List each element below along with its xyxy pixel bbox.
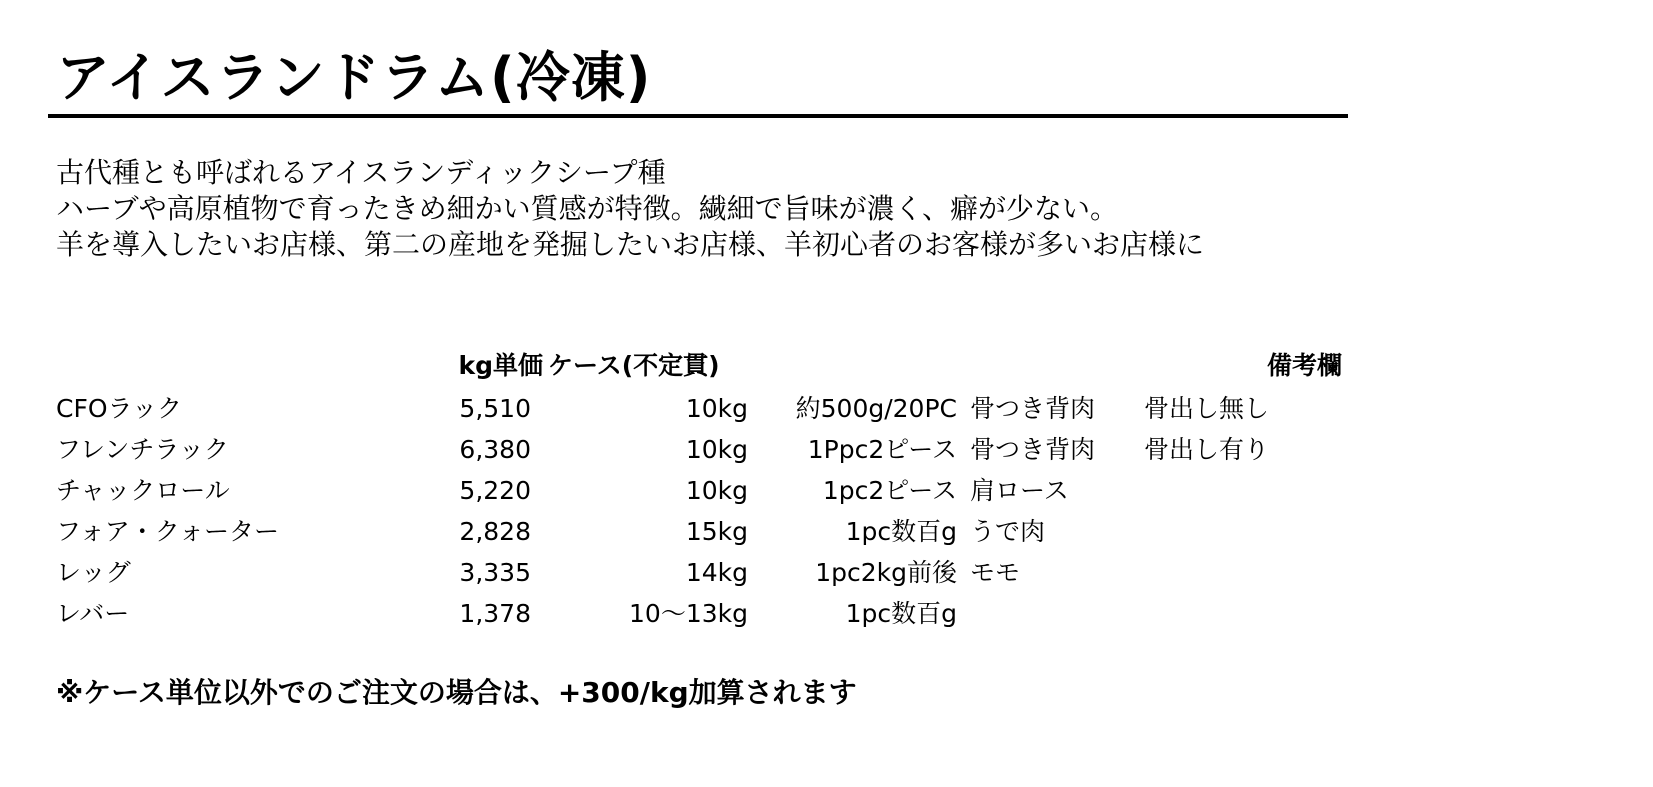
cut-part: モモ	[970, 558, 1021, 587]
piece-spec: 1pc2kg前後	[815, 558, 957, 587]
product-name: CFOラック	[56, 394, 183, 423]
intro-line: ハーブや高原植物で育ったきめ細かい質感が特徴。繊細で旨味が濃く、癖が少ない。	[56, 192, 1119, 225]
price-per-kg: 3,335	[459, 558, 531, 587]
piece-spec: 1pc数百g	[845, 517, 957, 546]
table-row	[0, 593, 1653, 634]
piece-spec: 1pc数百g	[845, 599, 957, 628]
case-weight: 10kg	[685, 435, 748, 464]
price-per-kg: 5,220	[459, 476, 531, 505]
product-name: レッグ	[56, 558, 131, 587]
product-name: フレンチラック	[56, 435, 229, 464]
intro-text	[56, 155, 1204, 263]
case-weight: 10kg	[685, 476, 748, 505]
remark-note: 骨出し有り	[1144, 435, 1270, 464]
price-per-kg: 2,828	[459, 517, 531, 546]
price-per-kg: 6,380	[459, 435, 531, 464]
table-row	[0, 429, 1653, 470]
piece-spec: 1pc2ピース	[822, 476, 957, 505]
cut-part: 骨つき背肉	[970, 435, 1096, 464]
price-table	[0, 348, 1653, 628]
product-name: チャックロール	[56, 476, 230, 505]
intro-line: 羊を導入したいお店様、第二の産地を発掘したいお店様、羊初心者のお客様が多いお店様に	[56, 228, 1205, 261]
cut-part: うで肉	[970, 517, 1046, 546]
product-name: フォア・クォーター	[56, 517, 280, 546]
cut-part: 骨つき背肉	[970, 394, 1096, 423]
piece-spec: 約500g/20PC	[795, 394, 957, 423]
intro-line: 古代種とも呼ばれるアイスランディックシープ種	[56, 156, 666, 189]
footer-note: ※ケース単位以外でのご注文の場合は、+300/kg加算されます	[56, 676, 857, 709]
header-remarks: 備考欄	[1266, 351, 1342, 380]
case-weight: 14kg	[685, 558, 748, 587]
remark-note: 骨出し無し	[1144, 394, 1270, 423]
header-case: ケース(不定貫)	[548, 351, 720, 380]
header-price-per-kg: kg単価	[458, 351, 543, 380]
table-row	[0, 388, 1653, 429]
table-row	[0, 552, 1653, 593]
cut-part: 肩ロース	[970, 476, 1069, 505]
product-name: レバー	[56, 599, 130, 628]
price-per-kg: 1,378	[459, 599, 531, 628]
table-row	[0, 511, 1653, 552]
title-underline	[48, 114, 1348, 118]
price-per-kg: 5,510	[459, 394, 531, 423]
page-title: アイスランドラム(冷凍)	[56, 46, 652, 109]
piece-spec: 1Ppc2ピース	[807, 435, 957, 464]
case-weight: 10kg	[685, 394, 748, 423]
case-weight: 15kg	[685, 517, 748, 546]
case-weight: 10～13kg	[629, 599, 748, 628]
table-row	[0, 470, 1653, 511]
